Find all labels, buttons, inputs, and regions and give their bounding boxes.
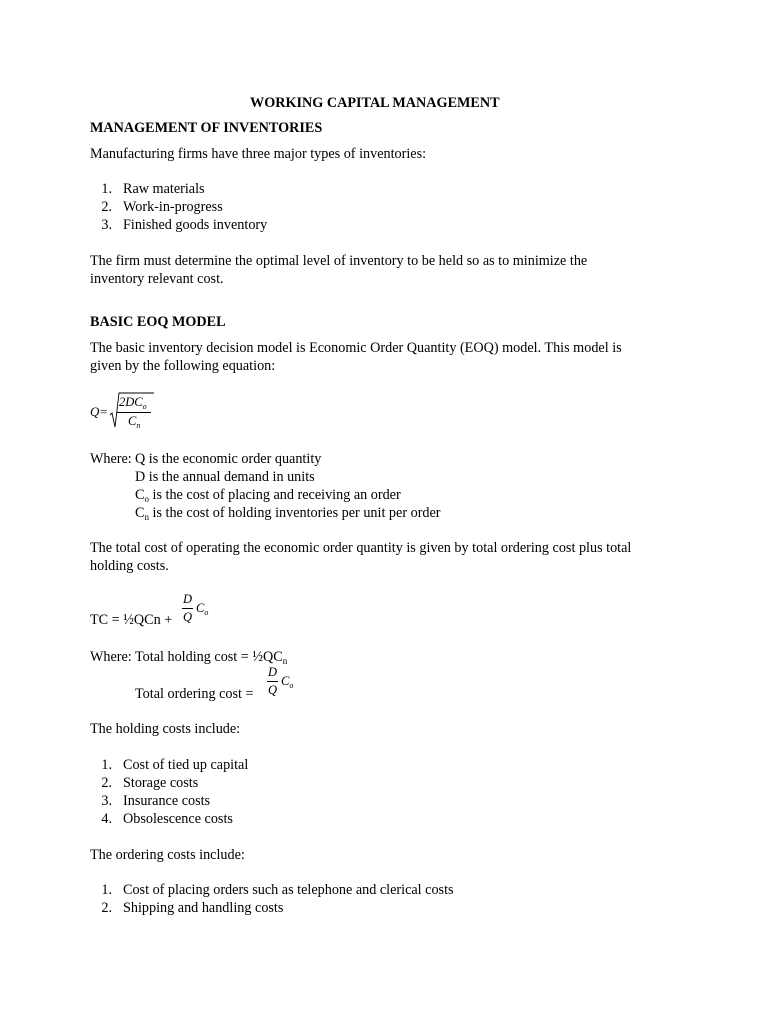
- where-item: Q is the economic order quantity: [135, 451, 322, 467]
- paragraph-line: The total cost of operating the economic order quantity is given by total ordering cost plus total: [90, 540, 632, 556]
- tc-c: $C_o$: [196, 601, 209, 617]
- list-item-text: Raw materials: [123, 181, 205, 197]
- list-item: 2. Storage costs: [101, 775, 199, 791]
- list-item: 3. Finished goods inventory: [101, 217, 268, 233]
- holding-cost-line: Total holding $\cos t = \frac{1}{2}QC_n$: [135, 649, 288, 666]
- list-item-text: Work-in-progress: [123, 199, 223, 215]
- paragraph-line: The firm must determine the optimal level of inventory to be held so as to minimize the: [90, 253, 588, 269]
- fraction-line: [267, 681, 278, 682]
- tc-numerator: D: [183, 592, 193, 606]
- where-item: $C_o$ is the cost of placing and receiving an order: [135, 487, 401, 504]
- fraction-line: [182, 608, 193, 609]
- oc-numerator: D: [268, 665, 278, 679]
- list-item: 1. Raw materials: [101, 181, 205, 197]
- paragraph-line: The basic inventory decision model is Economic Order Quantity (EOQ) model. This model is: [90, 340, 622, 356]
- list-item-text: Cost of tied up capital: [123, 757, 249, 773]
- where-item: $C_n$ is the cost of holding inventories per unit per order: [135, 505, 441, 522]
- list-item-text: Cost of placing orders such as telephone and clerical costs: [123, 882, 454, 898]
- ordering-intro: The ordering costs include:: [90, 847, 245, 863]
- where-label: Where:: [90, 451, 132, 467]
- formula-denominator: $C_n$: [128, 414, 141, 430]
- ordering-cost-line: Total ordering cost =: [135, 686, 254, 702]
- section-heading-inventories: MANAGEMENT OF INVENTORIES: [90, 120, 323, 136]
- oc-denominator: Q: [268, 683, 278, 697]
- tc-denominator: Q: [183, 610, 193, 624]
- list-item: 4. Obsolescence costs: [101, 811, 233, 827]
- page-title: WORKING CAPITAL MANAGEMENT: [250, 95, 500, 111]
- section-heading-eoq: BASIC EOQ MODEL: [90, 314, 226, 330]
- list-item-text: Shipping and handling costs: [123, 900, 284, 916]
- paragraph-line: inventory relevant cost.: [90, 271, 224, 287]
- list-item-text: Storage costs: [123, 775, 199, 791]
- list-item-text: Finished goods inventory: [123, 217, 268, 233]
- list-item: 1. Cost of tied up capital: [101, 757, 249, 773]
- paragraph-line: holding costs.: [90, 558, 169, 574]
- list-item-text: Obsolescence costs: [123, 811, 233, 827]
- inventories-intro: Manufacturing firms have three major types of inventories:: [90, 146, 427, 162]
- tc-prefix: TC = ½QCn +: [90, 612, 173, 628]
- where-label: Where:: [90, 649, 132, 665]
- where-item: D is the annual demand in units: [135, 469, 315, 485]
- list-item: 1. Cost of placing orders such as telephone and clerical costs: [101, 882, 454, 898]
- list-item: 2. Shipping and handling costs: [101, 900, 284, 916]
- formula-lhs: Q: [90, 404, 100, 419]
- formula-equals: =: [100, 404, 108, 419]
- holding-intro: The holding costs include:: [90, 721, 241, 737]
- list-item: 2. Work-in-progress: [101, 199, 223, 215]
- paragraph-line: given by the following equation:: [90, 358, 276, 374]
- list-item: 3. Insurance costs: [101, 793, 211, 809]
- fraction-line: [117, 412, 151, 413]
- list-item-text: Insurance costs: [123, 793, 211, 809]
- oc-c: $C_o$: [281, 674, 294, 690]
- formula-numerator: $2DC_o$: [119, 395, 147, 411]
